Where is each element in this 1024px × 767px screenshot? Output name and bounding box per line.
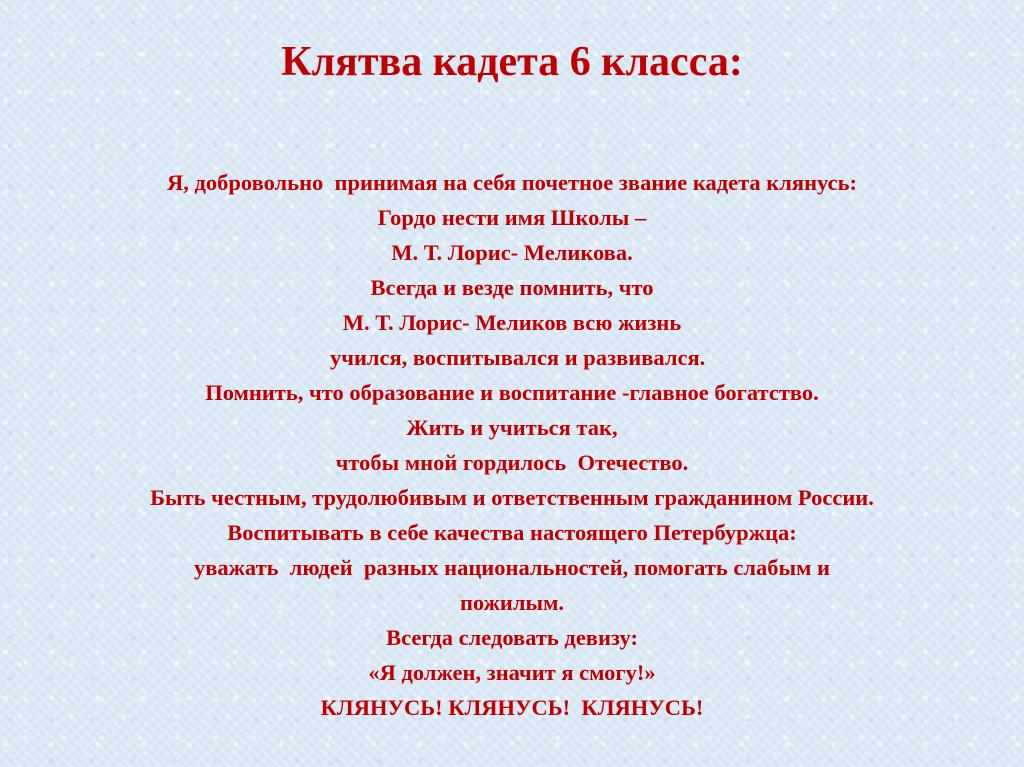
oath-line: Воспитывать в себе качества настоящего Петербуржца: — [227, 520, 797, 545]
oath-line: чтобы мной гордилось Отечество. — [335, 450, 689, 475]
motto-line: «Я должен, значит я смогу!» — [368, 660, 656, 685]
oath-text — [20, 165, 1004, 725]
oath-line: М. Т. Лорис- Меликов всю жизнь — [342, 310, 682, 335]
oath-line: Помнить, что образование и воспитание -главное богатство. — [205, 380, 819, 405]
oath-line: уважать людей разных национальностей, помогать слабым и — [193, 555, 831, 580]
oath-line: М. Т. Лорис- Меликова. — [391, 240, 633, 265]
oath-line: Я, добровольно принимая на себя почетное звание кадета клянусь: — [167, 170, 857, 195]
oath-line: пожилым. — [459, 590, 565, 615]
oath-line: Всегда и везде помнить, что — [370, 275, 654, 300]
vow-line: КЛЯНУСЬ! КЛЯНУСЬ! КЛЯНУСЬ! — [320, 695, 704, 720]
oath-line: Гордо нести имя Школы – — [377, 205, 647, 230]
oath-line: учился, воспитывался и развивался. — [318, 345, 706, 370]
oath-line: Всегда следовать девизу: — [386, 625, 638, 650]
oath-line: Быть честным, трудолюбивым и ответственным гражданином России. — [150, 485, 874, 510]
oath-line: Жить и учиться так, — [406, 415, 618, 440]
slide-title: Клятва кадета 6 класса: — [281, 39, 743, 85]
